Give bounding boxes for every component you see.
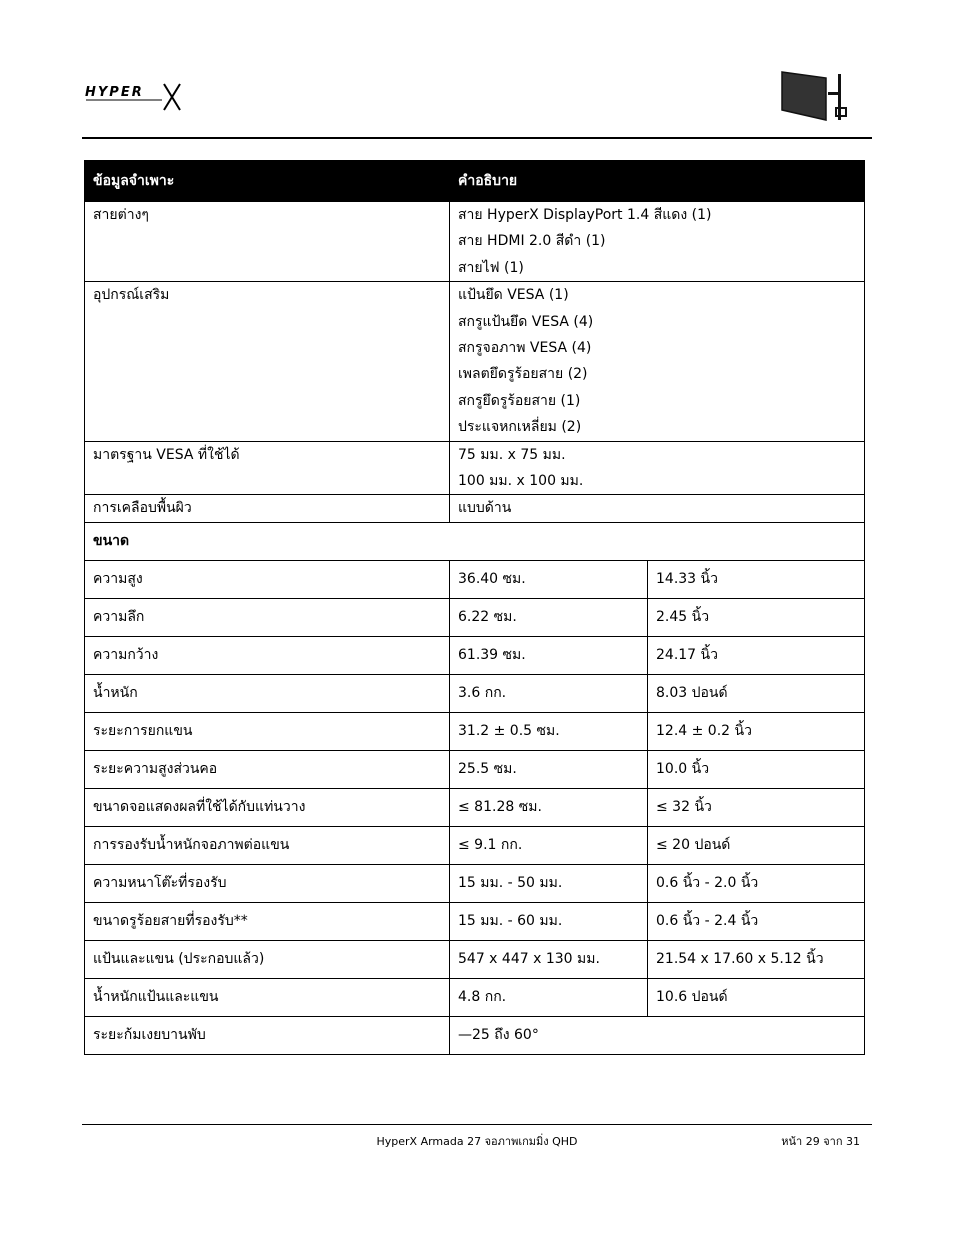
dim-label: น้ำหนักแป้นและแขน (85, 978, 450, 1016)
section-row (85, 522, 865, 560)
dim-label: น้ำหนัก (85, 674, 450, 712)
dim-label: ระยะการยกแขน (85, 712, 450, 750)
dim-metric: ≤ 9.1 กก. (450, 826, 648, 864)
dim-imperial: ≤ 32 นิ้ว (648, 788, 865, 826)
row-value: แป้นยึด VESA (1) (458, 287, 569, 304)
dim-imperial: 10.0 นิ้ว (648, 750, 865, 788)
table-row (85, 978, 865, 1016)
row-value: สกรูแป้นยึด VESA (4) (458, 313, 594, 330)
row-value: สาย HyperX DisplayPort 1.4 สีแดง (1) (458, 207, 712, 223)
dim-label: ความหนาโต๊ะที่รองรับ (85, 864, 450, 902)
table-row (85, 441, 865, 495)
section-title: ขนาด (85, 522, 865, 560)
table-header-row (85, 161, 865, 202)
dim-label: ความสูง (85, 560, 450, 598)
row-value: สายไฟ (1) (458, 259, 524, 276)
row-value: เพลตยึดรูร้อยสาย (2) (458, 366, 588, 383)
table-row (85, 902, 865, 940)
svg-text:HYPER: HYPER (85, 85, 144, 100)
dim-imperial: 24.17 นิ้ว (648, 636, 865, 674)
dim-metric: 61.39 ซม. (450, 636, 648, 674)
header-spec: ข้อมูลจำเพาะ (85, 161, 450, 202)
dim-imperial: ≤ 20 ปอนด์ (648, 826, 865, 864)
dim-metric: 547 x 447 x 130 มม. (450, 940, 648, 978)
table-row (85, 495, 865, 522)
dim-imperial: 2.45 นิ้ว (648, 598, 865, 636)
table-row (85, 636, 865, 674)
row-value: สาย HDMI 2.0 สีดำ (1) (458, 233, 606, 250)
row-value: 75 มม. x 75 มม. (458, 446, 566, 463)
spec-table (84, 160, 865, 1055)
table-row (85, 560, 865, 598)
row-value: ประแจหกเหลี่ยม (2) (458, 419, 582, 436)
table-row (85, 598, 865, 636)
dim-value: —25 ถึง 60° (450, 1016, 865, 1054)
dim-label: ระยะก้มเงยบานพับ (85, 1016, 450, 1054)
hyperx-logo (84, 80, 184, 112)
row-value: 100 มม. x 100 มม. (458, 473, 584, 490)
dim-label: ขนาดจอแสดงผลที่ใช้ได้กับแท่นวาง (85, 788, 450, 826)
header-rule (82, 137, 872, 139)
dim-metric: 31.2 ± 0.5 ซม. (450, 712, 648, 750)
dim-label: การรองรับน้ำหนักจอภาพต่อแขน (85, 826, 450, 864)
dim-label: ความลึก (85, 598, 450, 636)
row-label: สายต่างๆ (93, 207, 149, 223)
dim-metric: 4.8 กก. (450, 978, 648, 1016)
row-value: สกรูจอภาพ VESA (4) (458, 340, 592, 357)
dim-metric: 15 มม. - 60 มม. (450, 902, 648, 940)
dim-imperial: 10.6 ปอนด์ (648, 978, 865, 1016)
table-row (85, 1016, 865, 1054)
dim-imperial: 14.33 นิ้ว (648, 560, 865, 598)
table-row (85, 788, 865, 826)
table-row (85, 202, 865, 282)
dim-metric: 15 มม. - 50 มม. (450, 864, 648, 902)
dim-label: ขนาดรูร้อยสายที่รองรับ** (85, 902, 450, 940)
table-row (85, 940, 865, 978)
table-row (85, 750, 865, 788)
dim-metric: 3.6 กก. (450, 674, 648, 712)
table-row (85, 826, 865, 864)
table-row (85, 864, 865, 902)
table-row (85, 712, 865, 750)
dim-metric: 6.22 ซม. (450, 598, 648, 636)
dim-metric: 36.40 ซม. (450, 560, 648, 598)
dim-label: ระยะความสูงส่วนคอ (85, 750, 450, 788)
monitor-arm-icon (778, 70, 854, 126)
table-row (85, 282, 865, 441)
row-label: อุปกรณ์เสริม (93, 287, 170, 304)
page-number: หน้า 29 จาก 31 (781, 1135, 860, 1148)
dim-label: แป้นและแขน (ประกอบแล้ว) (85, 940, 450, 978)
dim-imperial: 0.6 นิ้ว - 2.4 นิ้ว (648, 902, 865, 940)
dim-imperial: 8.03 ปอนด์ (648, 674, 865, 712)
dim-imperial: 21.54 x 17.60 x 5.12 นิ้ว (648, 940, 865, 978)
header-description: คำอธิบาย (450, 161, 865, 202)
footer-rule (82, 1124, 872, 1125)
dim-label: ความกว้าง (85, 636, 450, 674)
footer-title: HyperX Armada 27 จอภาพเกมมิ่ง QHD (376, 1135, 578, 1148)
dim-imperial: 12.4 ± 0.2 นิ้ว (648, 712, 865, 750)
dim-imperial: 0.6 นิ้ว - 2.0 นิ้ว (648, 864, 865, 902)
dim-metric: ≤ 81.28 ซม. (450, 788, 648, 826)
row-value: สกรูยึดรูร้อยสาย (1) (458, 392, 581, 409)
row-label: มาตรฐาน VESA ที่ใช้ได้ (93, 446, 240, 463)
row-label: การเคลือบพื้นผิว (93, 500, 192, 517)
page-header (0, 0, 954, 140)
dim-metric: 25.5 ซม. (450, 750, 648, 788)
row-value: แบบด้าน (458, 500, 512, 517)
table-row (85, 674, 865, 712)
